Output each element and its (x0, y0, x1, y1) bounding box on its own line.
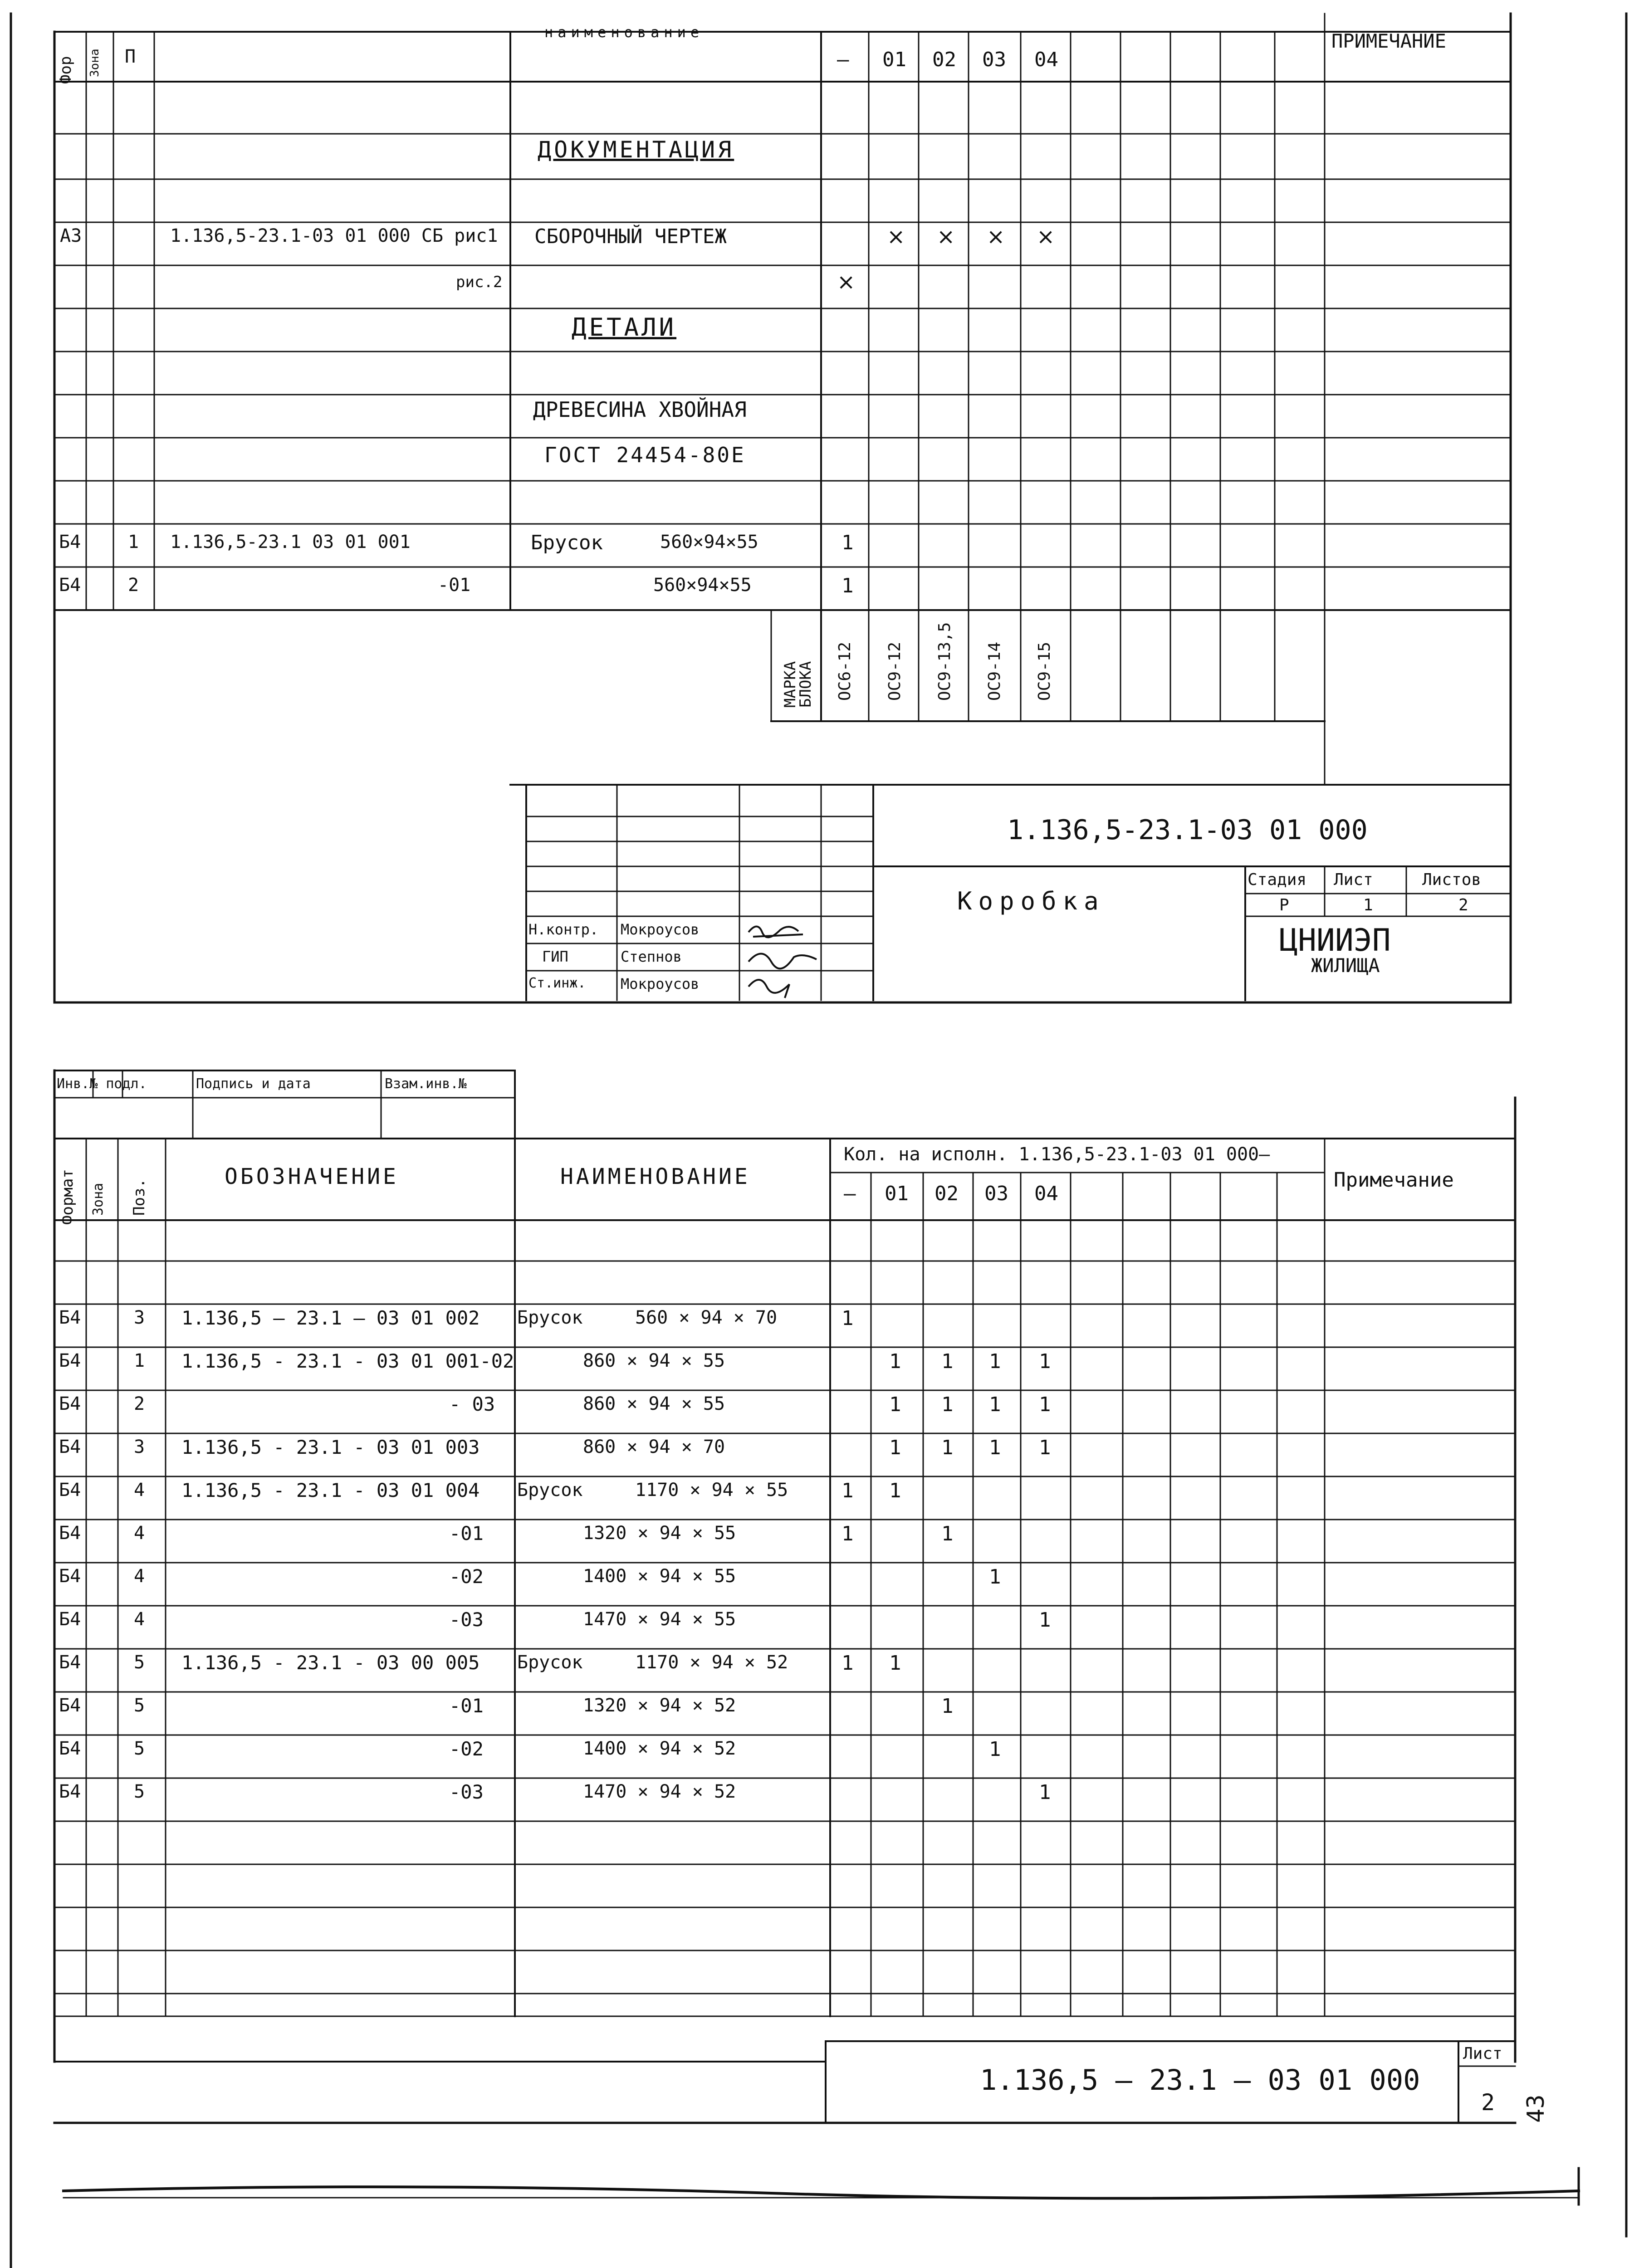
section-details: ДЕТАЛИ (572, 313, 677, 342)
qty-value: 1 (842, 1479, 854, 1502)
row-format: А3 (60, 225, 82, 246)
person-name: Мокроусов (621, 975, 700, 992)
signature (744, 919, 821, 1000)
row-pos: 1 (128, 532, 139, 552)
qty-value: 1 (1039, 1393, 1051, 1416)
row-pos: 4 (134, 1566, 145, 1587)
header-col-pos: П (125, 46, 136, 67)
variant-header-3: 03 (982, 48, 1006, 71)
qty-caption: Кол. на исполн. 1.136,5-23.1-03 01 000– (844, 1144, 1270, 1165)
block-mark-value: ОС6-12 (836, 641, 854, 701)
row-format: Б4 (59, 1738, 81, 1759)
row-designation: 1.136,5 - 23.1 - 03 00 005 (181, 1652, 480, 1674)
sheets-label: Листов (1422, 870, 1482, 889)
org-name-line-2: ЖИЛИЩА (1311, 954, 1380, 977)
row-pos: 1 (134, 1350, 145, 1371)
row-designation: 1.136,5 - 23.1 - 03 01 004 (181, 1479, 480, 1501)
person-role: Н.контр. (528, 921, 599, 938)
block-mark-label: МАРКА БЛОКА (781, 661, 815, 708)
qty-value: 1 (889, 1479, 901, 1502)
row-format: Б4 (59, 1566, 81, 1587)
row-size: 1400 × 94 × 52 (583, 1738, 736, 1759)
qty-value: 1 (1039, 1436, 1051, 1459)
row-format: Б4 (59, 532, 81, 552)
person-name: Мокроусов (621, 921, 700, 938)
row-pos: 5 (134, 1652, 145, 1673)
qty-value: 1 (1039, 1350, 1051, 1373)
section-documentation: ДОКУМЕНТАЦИЯ (538, 137, 734, 163)
row-size: 560×94×55 (653, 575, 752, 596)
qty-value: 1 (989, 1738, 1001, 1761)
qty-value: 1 (889, 1350, 901, 1373)
row-name: Брусок (517, 1307, 583, 1328)
row-designation: - 03 (449, 1393, 495, 1415)
row-size: 1470 × 94 × 52 (583, 1781, 736, 1802)
page-number: 43 (1522, 2094, 1550, 2123)
variant-header-3: 03 (984, 1182, 1008, 1205)
row-name: СБОРОЧНЫЙ ЧЕРТЕЖ (534, 225, 727, 248)
drawing-code: 1.136,5 – 23.1 – 03 01 000 (980, 2063, 1420, 2097)
qty-value: 1 (889, 1393, 901, 1416)
qty-value: 1 (889, 1436, 901, 1459)
row-designation: 1.136,5-23.1 03 01 001 (170, 532, 411, 552)
block-mark-value: ОС9-15 (1035, 641, 1054, 701)
row-name: Брусок (531, 531, 603, 554)
qty-value: 1 (989, 1393, 1001, 1416)
row-format: Б4 (59, 1480, 81, 1501)
row-format: Б4 (59, 1307, 81, 1328)
row-size: 1170 × 94 × 55 (635, 1480, 788, 1501)
row-format: Б4 (59, 1523, 81, 1544)
block-mark-value: ОС9-14 (985, 641, 1004, 701)
row-pos: 5 (134, 1781, 145, 1802)
drawing-code: 1.136,5-23.1-03 01 000 (1007, 814, 1368, 846)
row-format: Б4 (59, 575, 81, 596)
qty-value: 1 (941, 1393, 954, 1416)
stage-label: Стадия (1248, 870, 1307, 889)
row-format: Б4 (59, 1437, 81, 1457)
qty-value: 1 (989, 1565, 1001, 1589)
person-role: Ст.инж. (528, 975, 586, 991)
row-name: Брусок (517, 1480, 583, 1501)
row-size: 1320 × 94 × 52 (583, 1695, 736, 1716)
row-designation: 1.136,5 - 23.1 - 03 01 001-02 (181, 1350, 514, 1372)
variant-header-2: 02 (935, 1182, 959, 1205)
row-size: 560×94×55 (660, 532, 758, 552)
row-designation: -01 (449, 1522, 484, 1545)
row-designation: 1.136,5 - 23.1 - 03 01 003 (181, 1436, 480, 1458)
row-pos: 4 (134, 1523, 145, 1544)
row-size: 860 × 94 × 55 (583, 1393, 725, 1414)
qty-value: 1 (989, 1436, 1001, 1459)
cross-mark: × (1037, 224, 1055, 249)
cross-mark: × (887, 224, 905, 249)
row-designation: -02 (449, 1738, 484, 1760)
row-format: Б4 (59, 1609, 81, 1630)
block-mark-value: ОС9-13,5 (935, 622, 954, 701)
row-designation: рис.2 (456, 273, 503, 291)
row-size: 560 × 94 × 70 (635, 1307, 778, 1328)
qty-value: 1 (842, 1522, 854, 1545)
cross-mark: × (987, 224, 1005, 249)
row-format: Б4 (59, 1652, 81, 1673)
header-col-name-partial: наименование (544, 24, 704, 41)
row-format: Б4 (59, 1393, 81, 1414)
qty-value: 1 (842, 1652, 854, 1675)
sheet-label: Лист (1334, 870, 1373, 889)
qty-value: 1 (842, 531, 854, 554)
row-designation: -03 (449, 1781, 484, 1803)
row-pos: 4 (134, 1480, 145, 1501)
row-pos: 3 (134, 1437, 145, 1457)
stamp-replace-inv: Взам.инв.№ (385, 1076, 467, 1092)
header-designation: ОБОЗНАЧЕНИЕ (225, 1164, 399, 1189)
block-mark-value: ОС9-12 (886, 641, 904, 701)
row-name: Брусок (517, 1652, 583, 1673)
row-size: 1320 × 94 × 55 (583, 1523, 736, 1544)
person-name: Степнов (621, 948, 682, 965)
sheet-label: Лист (1463, 2044, 1502, 2063)
qty-value: 1 (989, 1350, 1001, 1373)
qty-value: 1 (842, 1307, 854, 1330)
row-designation: 1.136,5 – 23.1 – 03 01 002 (181, 1307, 480, 1329)
org-name-line-1: ЦНИИЭП (1279, 923, 1391, 958)
row-size: 860 × 94 × 70 (583, 1437, 725, 1457)
header-col-format: Фор (57, 56, 75, 84)
qty-value: 1 (941, 1436, 954, 1459)
row-pos: 5 (134, 1695, 145, 1716)
row-format: Б4 (59, 1350, 81, 1371)
header-zone: Зона (90, 1183, 106, 1216)
header-format: Формат (59, 1169, 77, 1225)
qty-value: 1 (889, 1652, 901, 1675)
variant-header-1: 01 (885, 1182, 909, 1205)
drawing-title: Коробка (957, 887, 1105, 915)
row-pos: 3 (134, 1307, 145, 1328)
row-designation: 1.136,5-23.1-03 01 000 СБ рис1 (170, 225, 498, 246)
person-role: ГИП (542, 948, 568, 965)
cross-mark: × (837, 269, 856, 295)
qty-value: 1 (1039, 1781, 1051, 1804)
header-col-zone: Зона (88, 49, 102, 77)
material-line-1: ДРЕВЕСИНА ХВОЙНАЯ (533, 397, 747, 422)
variant-header-4: 04 (1034, 48, 1058, 71)
notes-header: Примечание (1334, 1168, 1454, 1192)
material-line-2: ГОСТ 24454-80Е (544, 443, 746, 467)
qty-value: 1 (941, 1350, 954, 1373)
row-designation: -03 (449, 1608, 484, 1631)
row-format: Б4 (59, 1781, 81, 1802)
stamp-sign-date: Подпись и дата (196, 1076, 311, 1092)
row-pos: 2 (134, 1393, 145, 1414)
row-pos: 4 (134, 1609, 145, 1630)
variant-header-4: 04 (1034, 1182, 1058, 1205)
variant-header-0: – (844, 1182, 856, 1205)
stamp-inv: Инв.№ подл. (57, 1076, 147, 1092)
sheets-value: 2 (1458, 896, 1468, 914)
qty-value: 1 (941, 1695, 954, 1718)
row-size: 1470 × 94 × 55 (583, 1609, 736, 1630)
row-designation: -02 (449, 1565, 484, 1588)
qty-value: 1 (941, 1522, 954, 1545)
header-name: НАИМЕНОВАНИЕ (560, 1164, 750, 1189)
row-size: 1170 × 94 × 52 (635, 1652, 788, 1673)
variant-header-0: – (837, 48, 849, 71)
stage-value: Р (1279, 896, 1289, 914)
qty-value: 1 (1039, 1608, 1051, 1632)
row-pos: 5 (134, 1738, 145, 1759)
variant-header-1: 01 (882, 48, 906, 71)
row-format: Б4 (59, 1695, 81, 1716)
row-designation: -01 (449, 1695, 484, 1717)
row-designation: -01 (438, 575, 471, 596)
sheet-value: 2 (1481, 2089, 1495, 2116)
row-pos: 2 (128, 575, 139, 596)
row-size: 860 × 94 × 55 (583, 1350, 725, 1371)
variant-header-2: 02 (932, 48, 956, 71)
row-size: 1400 × 94 × 55 (583, 1566, 736, 1587)
sheet-value: 1 (1363, 896, 1373, 914)
header-pos: Поз. (130, 1178, 148, 1216)
notes-header: ПРИМЕЧАНИЕ (1331, 30, 1446, 52)
qty-value: 1 (842, 574, 854, 597)
cross-mark: × (937, 224, 955, 249)
